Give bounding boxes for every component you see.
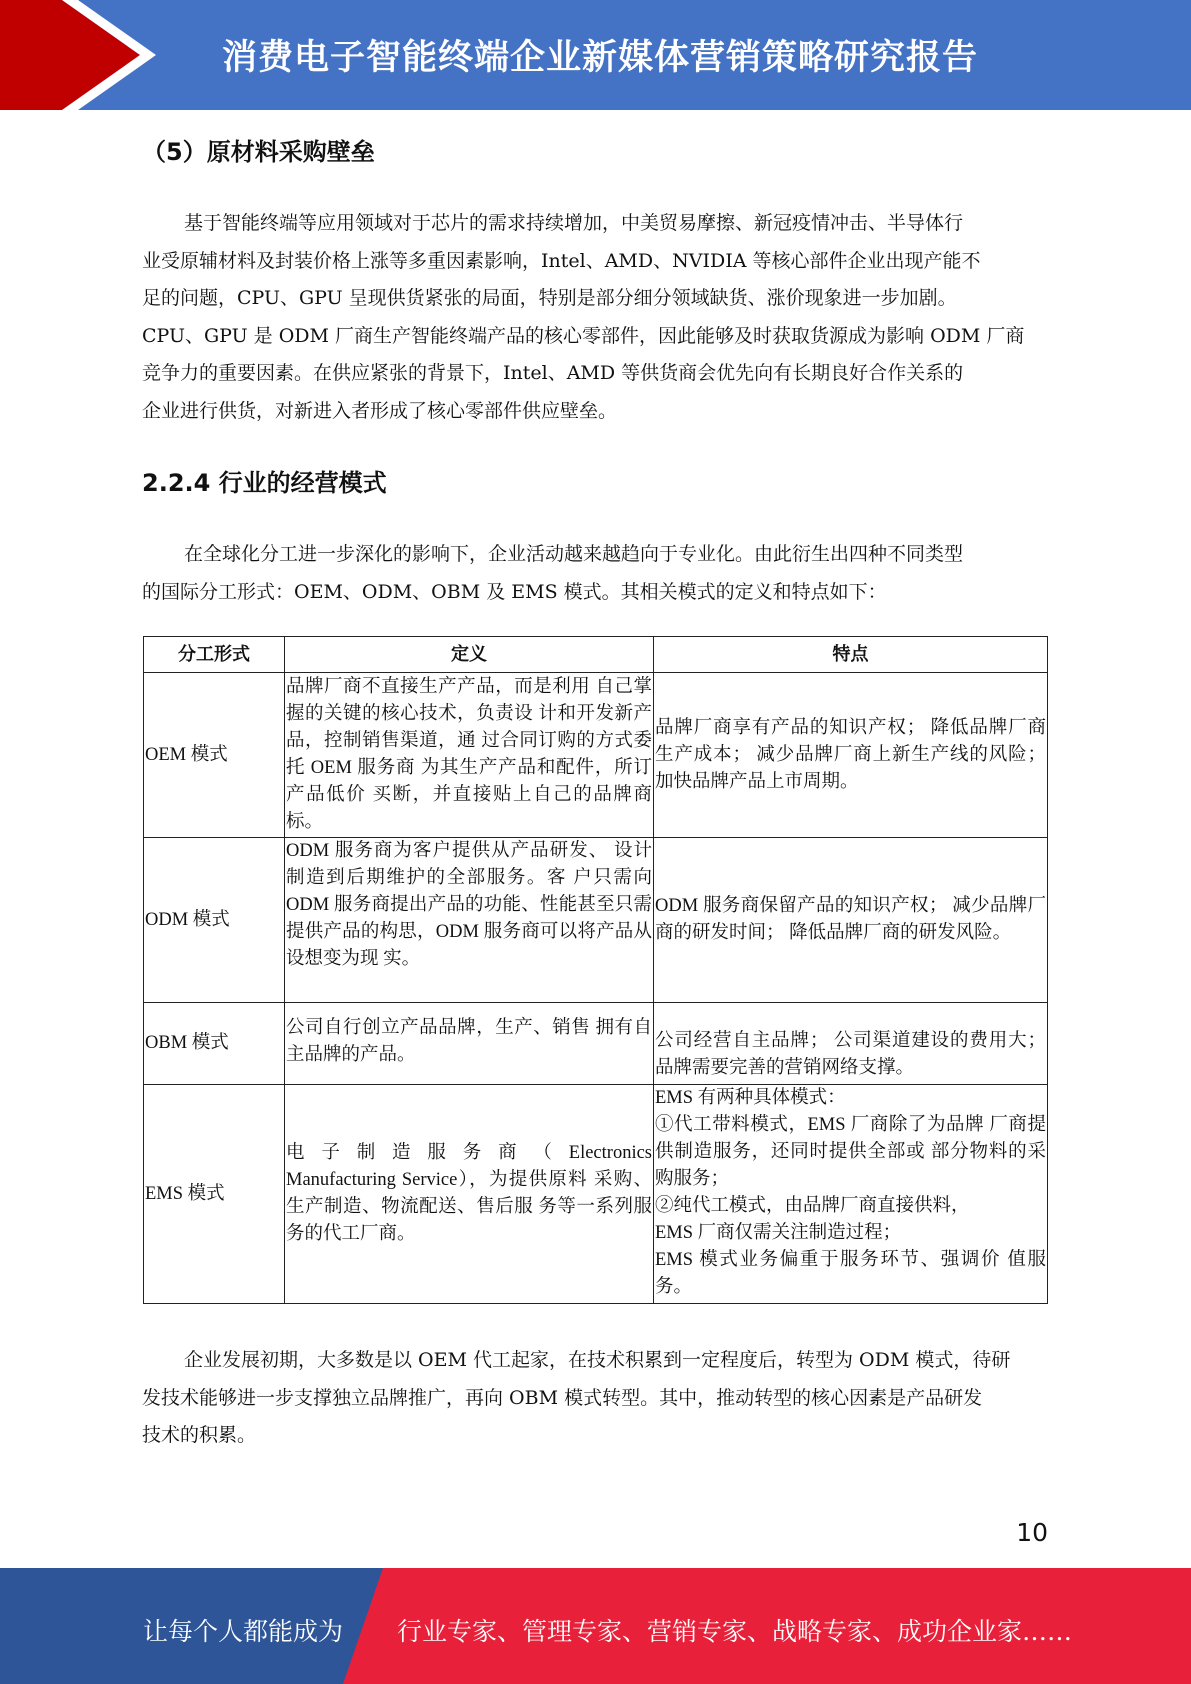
raw-material-paragraph: [142, 205, 1047, 430]
column-header: 特点: [654, 637, 1048, 673]
mode-cell: ODM 模式: [144, 838, 285, 1003]
paragraph-line: 竞争力的重要因素。在供应紧张的背景下，Intel、AMD 等供货商会优先向有长期良好合作关系的: [142, 362, 964, 384]
table-header-row: [144, 637, 1048, 673]
features-cell: ODM 服务商保留产品的知识产权； 减少品牌厂商的研发时间； 降低品牌厂商的研发风险。: [654, 838, 1048, 1003]
page-footer: [0, 1568, 1191, 1684]
mode-cell: OEM 模式: [144, 673, 285, 838]
column-header: 分工形式: [144, 637, 285, 673]
features-line: ②纯代工模式，由品牌厂商直接供料，: [655, 1196, 970, 1216]
report-title: 消费电子智能终端企业新媒体营销策略研究报告: [222, 38, 979, 78]
footer-slogan-left: 让每个人都能成为: [143, 1617, 344, 1646]
intro-paragraph: [142, 536, 1047, 611]
business-model-table: [143, 636, 1048, 1304]
outro-paragraph: [142, 1342, 1047, 1455]
paragraph-line: 在全球化分工进一步深化的影响下，企业活动越来越趋向于专业化。由此衍生出四种不同类型: [184, 543, 964, 565]
features-line: ①代工带料模式，EMS 厂商除了为品牌 厂商提供制造服务，还同时提供全部或 部分物料的采购服务；: [655, 1115, 1046, 1189]
definition-cell: 电 子 制 造 服 务 商 （ Electronics Manufacturing Service），为提供原料 采购、生产制造、物流配送、售后服 务等一系列服务的代工厂商。: [285, 1085, 654, 1304]
definition-cell: ODM 服务商为客户提供从产品研发、 设计制造到后期维护的全部服务。客 户只需向 ODM 服务商提出产品的功能、性能甚至只需提供产品的构思，ODM 服务商可以将产品从设想变为现 实。: [285, 838, 654, 1003]
subsection-heading: （5）原材料采购壁垒: [142, 138, 375, 166]
paragraph-line: 的国际分工形式：OEM、ODM、OBM 及 EMS 模式。其相关模式的定义和特点如下：: [142, 580, 887, 603]
features-cell: [654, 1085, 1048, 1304]
page-number: 10: [1016, 1518, 1048, 1547]
table-row: [144, 1085, 1048, 1304]
features-line: EMS 模式业务偏重于服务环节、强调价 值服务。: [655, 1250, 1046, 1297]
paragraph-line: 企业进行供货，对新进入者形成了核心零部件供应壁垒。: [142, 399, 618, 422]
paragraph-line: 业受原辅材料及封装价格上涨等多重因素影响，Intel、AMD、NVIDIA 等核心部件企业出现产能不: [142, 249, 981, 272]
features-cell: 品牌厂商享有产品的知识产权； 降低品牌厂商生产成本； 减少品牌厂商上新生产线的风险； 加快品牌产品上市周期。: [654, 673, 1048, 838]
paragraph-line: 足的问题，CPU、GPU 呈现供货紧张的局面，特别是部分细分领域缺货、涨价现象进一步加剧。: [142, 287, 957, 309]
table-row: [144, 673, 1048, 838]
definition-cell: 品牌厂商不直接生产产品，而是利用 自己掌握的关键的核心技术，负责设 计和开发新产品，控制销售渠道，通 过合同订购的方式委托 OEM 服务商 为其生产产品和配件，所订产品低价 买断，并直接贴上自己的品牌商标。: [285, 673, 654, 838]
features-line: EMS 有两种具体模式：: [655, 1088, 846, 1108]
definition-cell: 公司自行创立产品品牌，生产、销售 拥有自主品牌的产品。: [285, 1003, 654, 1085]
features-cell: 公司经营自主品牌； 公司渠道建设的费用大； 品牌需要完善的营销网络支撑。: [654, 1003, 1048, 1085]
footer-slogan-right: 行业专家、管理专家、营销专家、战略专家、成功企业家……: [397, 1617, 1073, 1646]
section-heading: 2.2.4 行业的经营模式: [142, 469, 387, 497]
features-line: EMS 厂商仅需关注制造过程；: [655, 1223, 902, 1243]
table-row: [144, 838, 1048, 1003]
column-header: 定义: [285, 637, 654, 673]
paragraph-line: 基于智能终端等应用领域对于芯片的需求持续增加，中美贸易摩擦、新冠疫情冲击、半导体行: [184, 212, 964, 234]
table-row: [144, 1003, 1048, 1085]
paragraph-line: CPU、GPU 是 ODM 厂商生产智能终端产品的核心零部件，因此能够及时获取货源成为影响 ODM 厂商: [142, 324, 1025, 347]
report-header: [0, 0, 1191, 110]
paragraph-line: 企业发展初期，大多数是以 OEM 代工起家，在技术积累到一定程度后，转型为 ODM 模式，待研: [184, 1349, 1011, 1371]
paragraph-line: 技术的积累。: [142, 1424, 257, 1446]
paragraph-line: 发技术能够进一步支撑独立品牌推广，再向 OBM 模式转型。其中，推动转型的核心因素是产品研发: [142, 1386, 983, 1409]
mode-cell: EMS 模式: [144, 1085, 285, 1304]
mode-cell: OBM 模式: [144, 1003, 285, 1085]
